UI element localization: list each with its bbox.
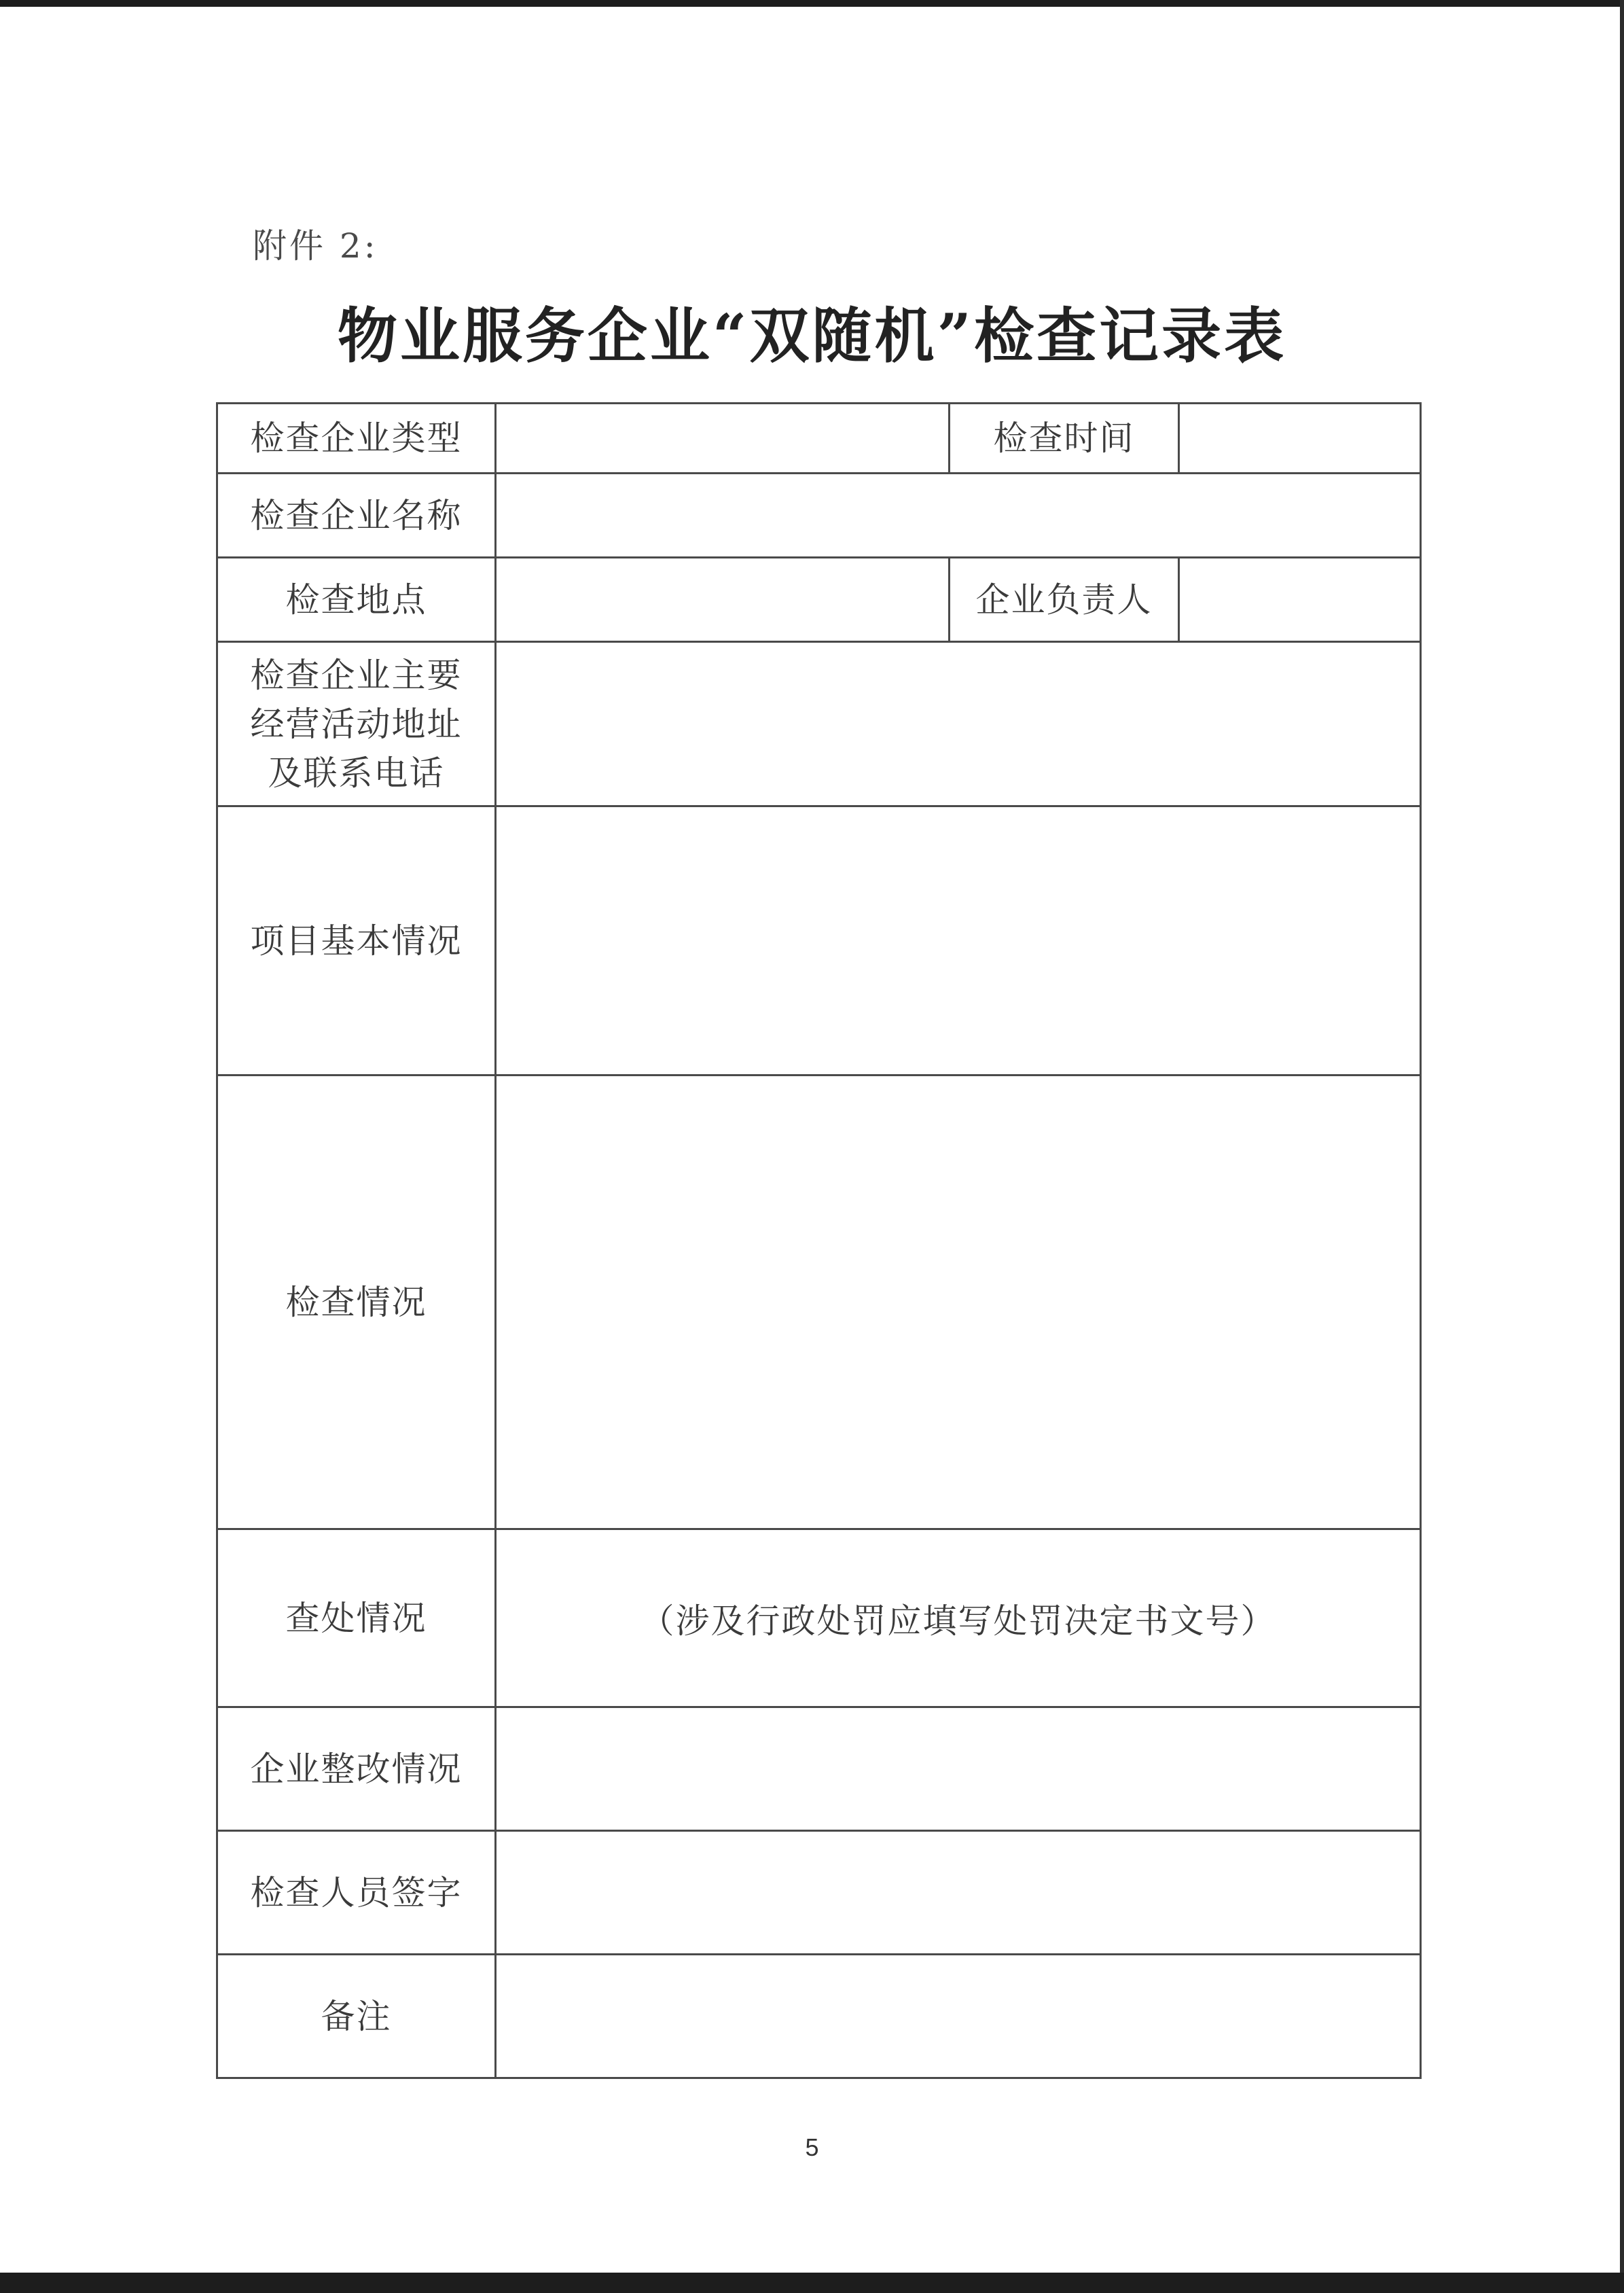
main-address-label (217, 642, 496, 806)
main-address-field[interactable] (496, 642, 1421, 806)
rectification-label: 企业整改情况 (217, 1707, 496, 1831)
main-address-label-line-1: 检查企业主要 (250, 655, 463, 695)
handling-label: 查处情况 (217, 1529, 496, 1707)
table-row-inspection-status (217, 1076, 1421, 1529)
remarks-field[interactable] (496, 1955, 1421, 2078)
table-row-inspection-location (217, 558, 1421, 642)
enterprise-leader-field[interactable] (1179, 558, 1421, 642)
document-title: 物业服务企业“双随机”检查记录表 (337, 300, 1287, 371)
project-basic-field[interactable] (496, 806, 1421, 1076)
table-row-project-basic (217, 806, 1421, 1076)
enterprise-type-label: 检查企业类型 (217, 404, 496, 474)
inspection-location-label: 检查地点 (217, 558, 496, 642)
main-address-label-line-3: 及联系电话 (268, 753, 445, 793)
table-row-main-address (217, 642, 1421, 806)
table-row-rectification (217, 1707, 1421, 1831)
rectification-field[interactable] (496, 1707, 1421, 1831)
attachment-label: 附件 2: (253, 226, 378, 266)
main-address-label-line-2: 经营活动地址 (250, 704, 463, 744)
handling-note[interactable]: （涉及行政处罚应填写处罚决定书文号） (496, 1529, 1421, 1707)
table-row-handling (217, 1529, 1421, 1707)
inspection-time-field[interactable] (1179, 404, 1421, 474)
inspection-status-field[interactable] (496, 1076, 1421, 1529)
table-row-enterprise-type (217, 404, 1421, 474)
inspection-location-field[interactable] (496, 558, 950, 642)
inspector-signature-label: 检查人员签字 (217, 1831, 496, 1955)
project-basic-label: 项目基本情况 (217, 806, 496, 1076)
inspector-signature-field[interactable] (496, 1831, 1421, 1955)
enterprise-leader-label: 企业负责人 (950, 558, 1179, 642)
scan-edge-top (0, 0, 1624, 7)
inspection-status-label: 检查情况 (217, 1076, 496, 1529)
enterprise-name-label: 检查企业名称 (217, 474, 496, 558)
enterprise-name-field[interactable] (496, 474, 1421, 558)
enterprise-type-field[interactable] (496, 404, 950, 474)
table-row-enterprise-name (217, 474, 1421, 558)
scan-edge-bottom (0, 2273, 1624, 2293)
table-row-inspector-signature (217, 1831, 1421, 1955)
table-row-remarks (217, 1955, 1421, 2078)
remarks-label: 备注 (217, 1955, 496, 2078)
inspection-record-table (216, 402, 1422, 2079)
inspection-time-label: 检查时间 (950, 404, 1179, 474)
page-number: 5 (805, 2133, 819, 2161)
